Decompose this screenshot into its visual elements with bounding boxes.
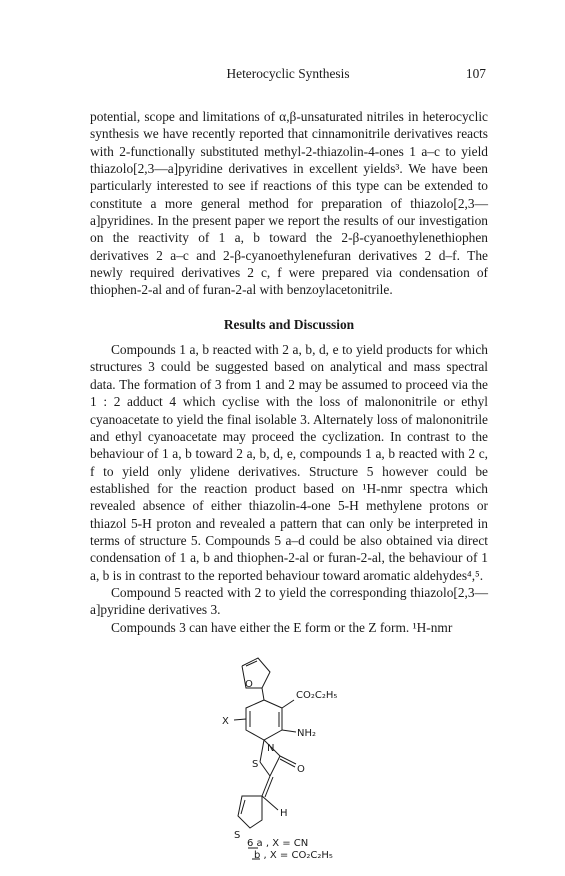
x-substituent-label: X: [222, 716, 229, 727]
paragraph-results: Compounds 1 a, b reacted with 2 a, b, d, e to yield products for which structures 3 could be suggested based on analytical and mass spectral data. The formation of 3 from 1 and 2 may be assumed to proceed via the 1 : 2 adduct 4 which cyclise with the loss of malononitrile or ethyl cyanoacetate to yield the final isolable 3. Alternately loss of malononitrile and ethyl cyanoacetate may proceed the cyclization. In contrast to the behaviour of 1 a, b toward 2 a, b, d, e, compounds 1 a, b reacted with 2 c, f to yield only ylidene derivatives. Structure 5 however could be established for the reaction product based on ¹H-nmr spectra which revealed absence of either thiazolin-4-one 5-H methylene protons or thiazol 5-H proton and revealed a pattern that can only be interpreted in terms of structure 5. Compounds 5 a–d could be also obtained via direct condensation of 1 a, b and thiophen-2-al or furan-2-al, the behaviour of 1 a, b is in contrast to the reported behaviour toward aromatic aldehydes⁴,⁵.: [90, 342, 488, 583]
structure-6-svg: [220, 652, 400, 862]
bond-lines: [234, 658, 296, 859]
article-body: [90, 108, 488, 636]
running-header: [90, 66, 486, 84]
running-title: Heterocyclic Synthesis: [226, 66, 350, 81]
paragraph-intro: potential, scope and limitations of α,β-unsaturated nitriles in heterocyclic synthesis we have recently reported that cinnamonitrile derivatives reacts with 2-functionally substituted methyl-2-thiazolin-4-ones 1 a–c to yield thiazolo[2,3—a]pyridine derivatives in excellent yields³. We have been particularly interested to see if reactions of this type can be extended to constitute a more general method for preparation of thiazolo[2,3—a]pyridines. In the present paper we report the results of our investigation on the reactivity of 1 a, b toward the 2-β-cyanoethylenethiophen derivatives 2 a–c and 2-β-cyanoethylenefuran derivatives 2 d–f. The newly required derivatives 2 c, f were prepared via condensation of thiophen-2-al and of furan-2-al with benzoylacetonitrile.: [90, 109, 488, 298]
section-heading: Results and Discussion: [223, 316, 355, 332]
page-number: 107: [465, 66, 486, 81]
thiophene-sulfur-label: S: [234, 830, 241, 841]
carbonyl-oxygen-label: O: [297, 764, 305, 775]
nitrogen-label: N: [267, 743, 275, 754]
amino-group-label: NH₂: [297, 728, 317, 739]
compound-6a-label: 6 a , X = CN: [247, 838, 309, 849]
compound-6b-label: b , X = CO₂C₂H₅: [254, 850, 333, 861]
ester-group-label: CO₂C₂H₅: [296, 690, 338, 701]
paragraph-compound-3: Compounds 3 can have either the E form or the Z form. ¹H-nmr: [111, 619, 453, 635]
paragraph-compound-5: Compound 5 reacted with 2 to yield the corresponding thiazolo[2,3—a]pyridine derivatives 3.: [90, 584, 488, 618]
furan-oxygen-label: O: [245, 679, 253, 690]
hydrogen-label: H: [280, 808, 288, 819]
chemical-structure-figure: [220, 652, 400, 862]
thiazole-sulfur-label: S: [252, 759, 259, 770]
